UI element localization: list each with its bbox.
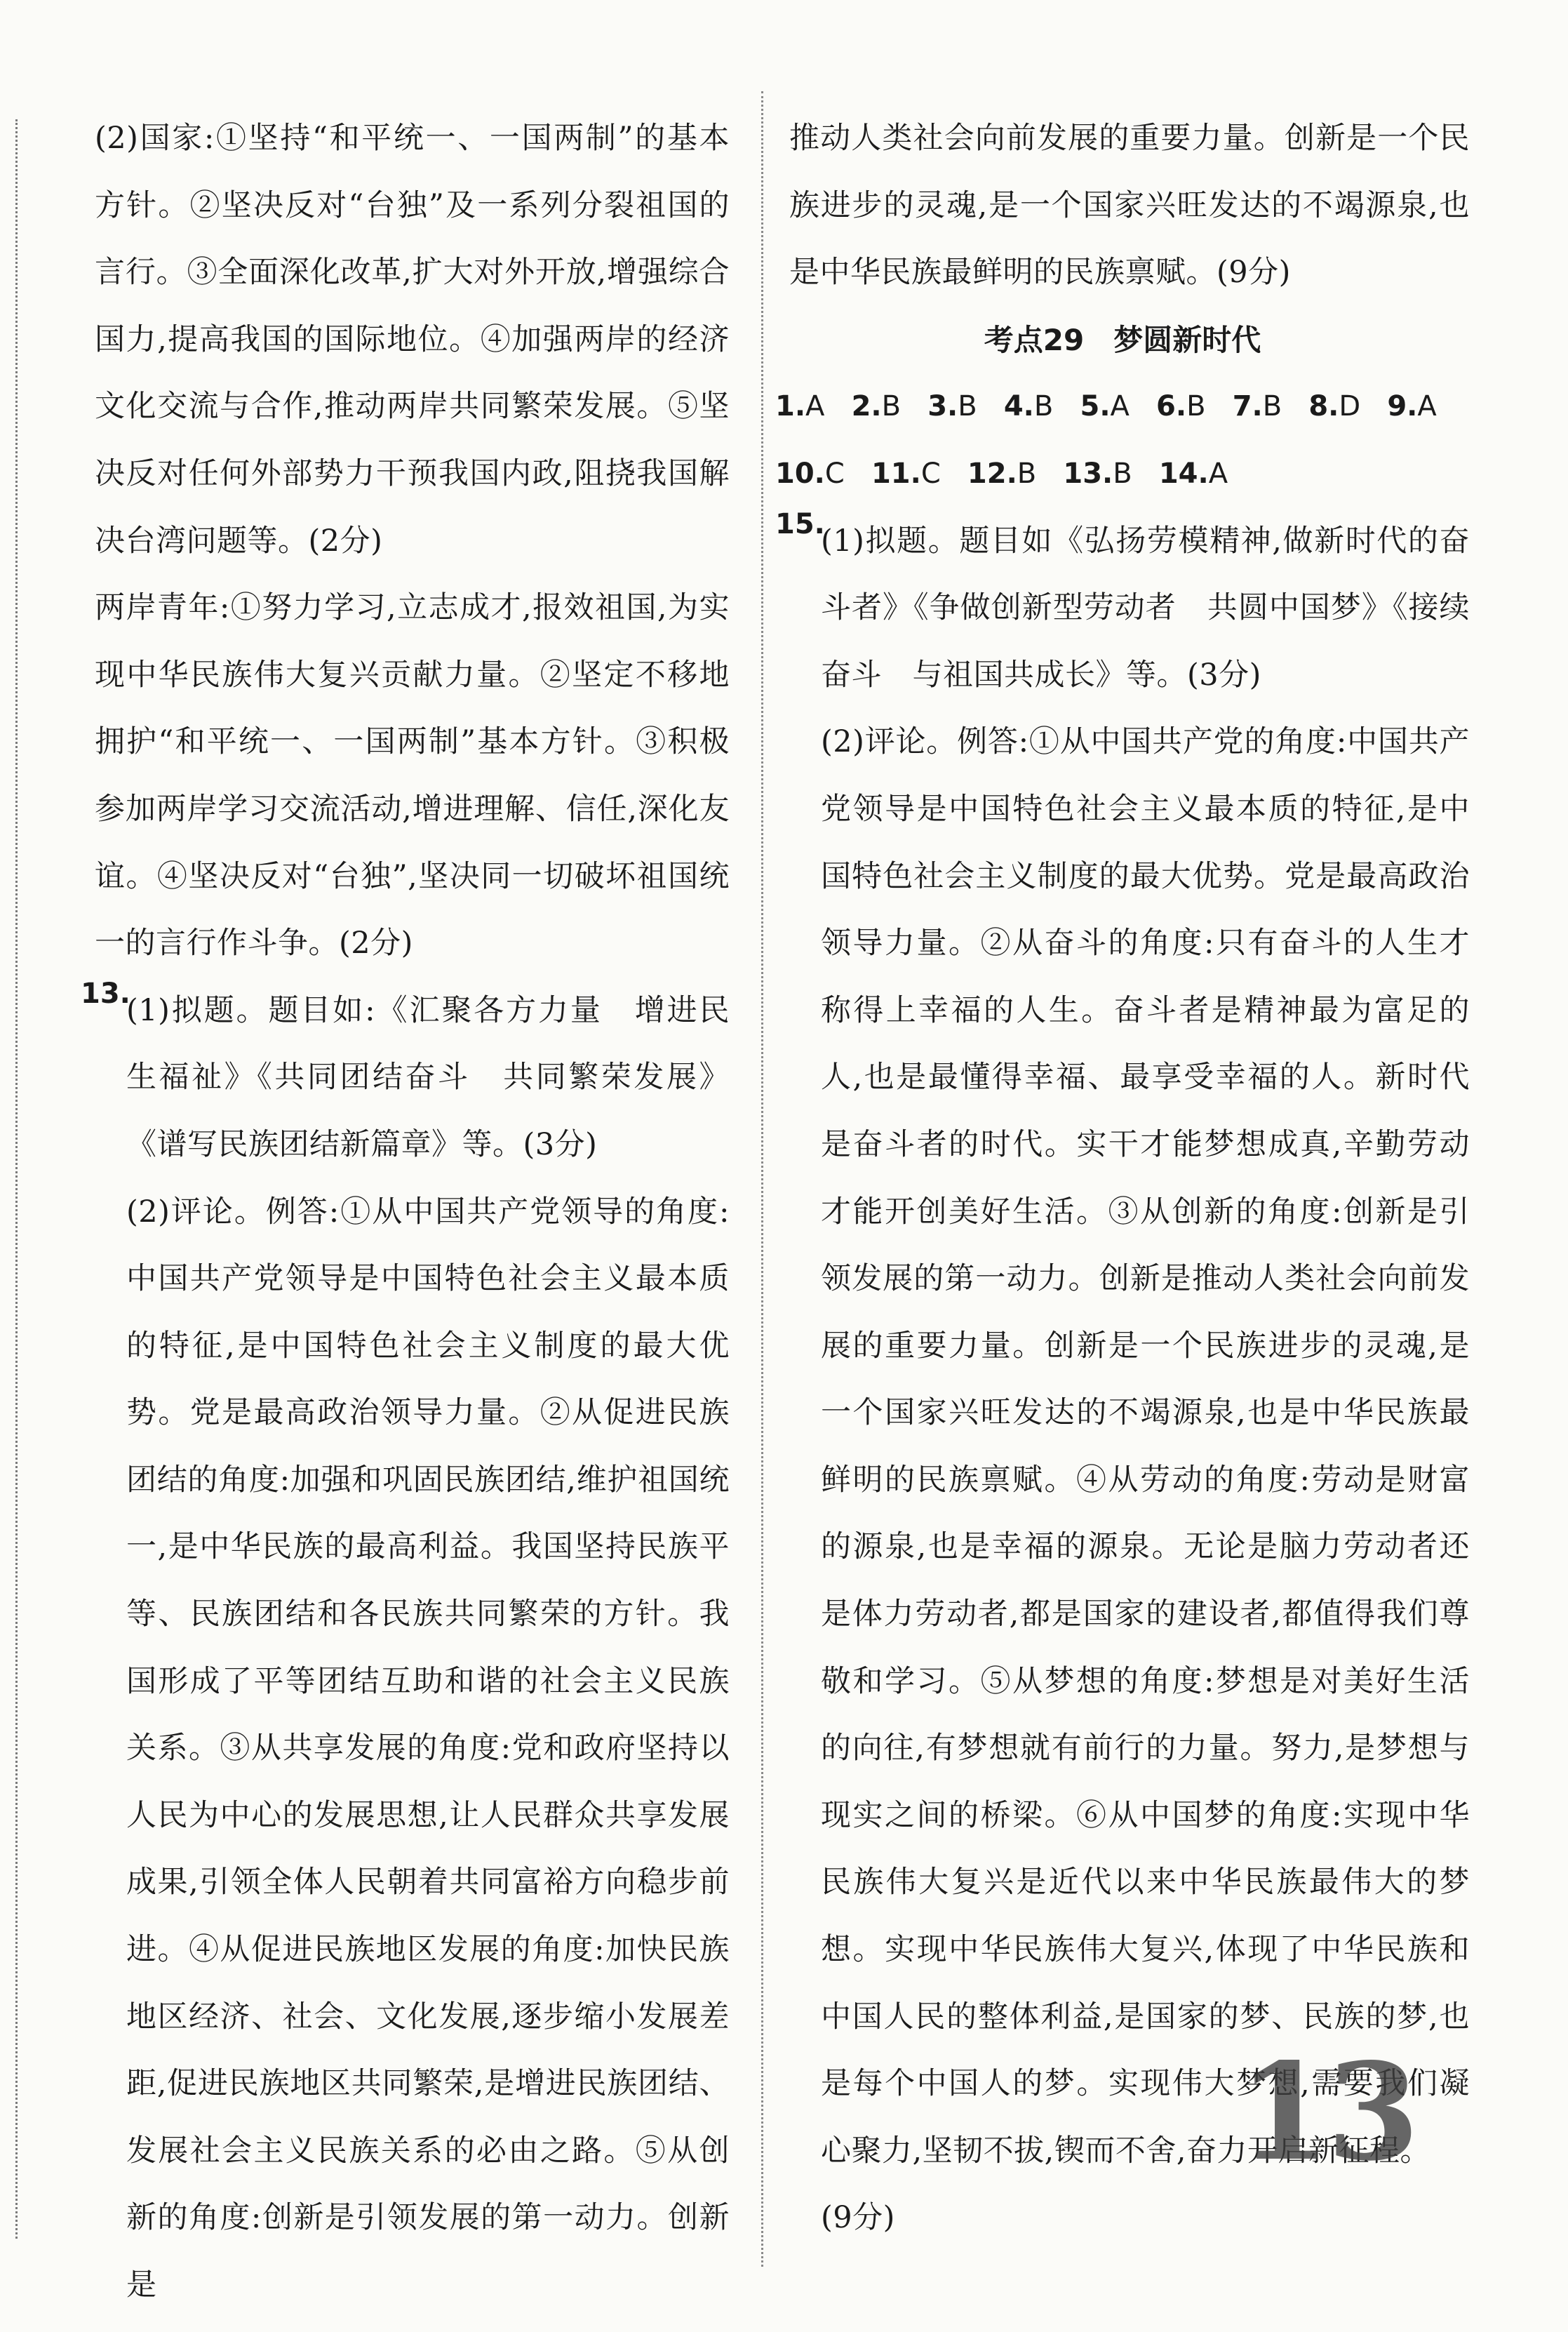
q12-youth-answer: 两岸青年:①努力学习,立志成才,报效祖国,为实现中华民族伟大复兴贡献力量。②坚定不移地拥护“和平统一、一国两制”基本方针。③积极参加两岸学习交流活动,增进理解、信任,深化友谊。④坚决反对“台独”,坚决同一切破坏祖国统一的言行作斗争。(2分) <box>95 590 730 961</box>
answer-letter: D <box>1339 390 1361 423</box>
answer-number: 8. <box>1308 390 1339 423</box>
answer-number: 10. <box>775 457 825 490</box>
right-column <box>775 105 1470 2252</box>
q15-part2: (2)评论。例答:①从中国共产党的角度:中国共产党领导是中国特色社会主义最本质的特征,是中国特色社会主义制度的最大优势。党是最高政治领导力量。②从奋斗的角度:只有奋斗的人生才称得上幸福的人生。奋斗者是精神最为富足的人,也是最懂得幸福、最享受幸福的人。新时代是奋斗者的时代。实干才能梦想成真,辛勤劳动才能开创美好生活。③从创新的角度:创新是引领发展的第一动力。创新是推动人类社会向前发展的重要力量。创新是一个民族进步的灵魂,是一个国家兴旺发达的不竭源泉,也是中华民族最鲜明的民族禀赋。④从劳动的角度:劳动是财富的源泉,也是幸福的源泉。无论是脑力劳动者还是体力劳动者,都是国家的建设者,都值得我们尊敬和学习。⑤从梦想的角度:梦想是对美好生活的向往,有梦想就有前行的力量。努力,是梦想与现实之间的桥梁。⑥从中国梦的角度:实现中华民族伟大复兴是近代以来中华民族最伟大的梦想。实现中华民族伟大复兴,体现了中华民族和中国人民的整体利益,是国家的梦、民族的梦,也是每个中国人的梦。实现伟大梦想,需要我们凝心聚力,坚韧不拔,锲而不舍,奋力开启新征程。 <box>821 724 1470 2168</box>
answer-letter: B <box>1017 457 1037 490</box>
page-number-watermark: 13 <box>1238 2034 1416 2190</box>
answer-letter: B <box>1262 390 1282 423</box>
q13-block <box>81 978 730 2319</box>
q15-number: 15. <box>775 507 825 540</box>
answer-number: 9. <box>1387 390 1418 423</box>
answer-number: 2. <box>851 390 882 423</box>
answer-letter: C <box>824 457 845 490</box>
q13-part1: (1)拟题。题目如:《汇聚各方力量 增进民生福祉》《共同团结奋斗 共同繁荣发展》《谱写民族团结新篇章》等。(3分) <box>126 992 730 1162</box>
q12-country-answer: (2)国家:①坚持“和平统一、一国两制”的基本方针。②坚决反对“台独”及一系列分裂祖国的言行。③全面深化改革,扩大对外开放,增强综合国力,提高我国的国际地位。④加强两岸的经济文化交流与合作,推动两岸共同繁荣发展。⑤坚决反对任何外部势力干预我国内政,阻挠我国解决台湾问题等。(2分) <box>95 121 730 559</box>
answer-letter: B <box>1186 390 1206 423</box>
answer-number: 11. <box>871 457 921 490</box>
answer-letter: A <box>1208 457 1228 490</box>
answer-letter: B <box>1113 457 1132 490</box>
answer-letter: B <box>881 390 902 423</box>
q13-part2: (2)评论。例答:①从中国共产党领导的角度:中国共产党领导是中国特色社会主义最本质的特征,是中国特色社会主义制度的最大优势。党是最高政治领导力量。②从促进民族团结的角度:加强和巩固民族团结,维护祖国统一,是中华民族的最高利益。我国坚持民族平等、民族团结和各民族共同繁荣的方针。我国形成了平等团结互助和谐的社会主义民族关系。③从共享发展的角度:党和政府坚持以人民为中心的发展思想,让人民群众共享发展成果,引领全体人民朝着共同富裕方向稳步前进。④从促进民族地区发展的角度:加快民族地区经济、社会、文化发展,逐步缩小发展差距,促进民族地区共同繁荣,是增进民族团结、发展社会主义民族关系的必由之路。⑤从创新的角度:创新是引领发展的第一动力。创新是 <box>126 1194 730 2303</box>
answer-key-row-2 <box>775 441 1470 508</box>
q13-number: 13. <box>81 977 130 1010</box>
answer-number: 6. <box>1156 390 1187 423</box>
answer-number: 14. <box>1158 457 1209 490</box>
answer-number: 4. <box>1003 390 1034 423</box>
left-column <box>81 105 730 2319</box>
q15-block <box>775 508 1470 2252</box>
answer-letter: A <box>1417 390 1437 423</box>
answer-number: 3. <box>927 390 958 423</box>
answer-letter: C <box>920 457 941 490</box>
continuation-text: 推动人类社会向前发展的重要力量。创新是一个民族进步的灵魂,是一个国家兴旺发达的不竭源泉,也是中华民族最鲜明的民族禀赋。(9分) <box>789 121 1470 291</box>
answer-number: 5. <box>1080 390 1111 423</box>
answer-number: 12. <box>967 457 1017 490</box>
section-title: 考点29 梦圆新时代 <box>984 322 1261 357</box>
answer-letter: B <box>1033 390 1054 423</box>
answer-number: 13. <box>1063 457 1113 490</box>
answer-key-row-1 <box>775 373 1470 441</box>
answer-letter: A <box>805 390 825 423</box>
answer-letter: A <box>1110 390 1130 423</box>
answer-number: 7. <box>1232 390 1263 423</box>
q15-part1: (1)拟题。题目如《弘扬劳模精神,做新时代的奋斗者》《争做创新型劳动者 共圆中国梦》《接续奋斗 与祖国共成长》等。(3分) <box>821 523 1470 693</box>
q15-score: (9分) <box>821 2200 895 2236</box>
answer-letter: B <box>958 390 977 423</box>
column-divider <box>761 91 763 2267</box>
answer-number: 1. <box>775 390 806 423</box>
binding-margin-line <box>15 119 18 2239</box>
